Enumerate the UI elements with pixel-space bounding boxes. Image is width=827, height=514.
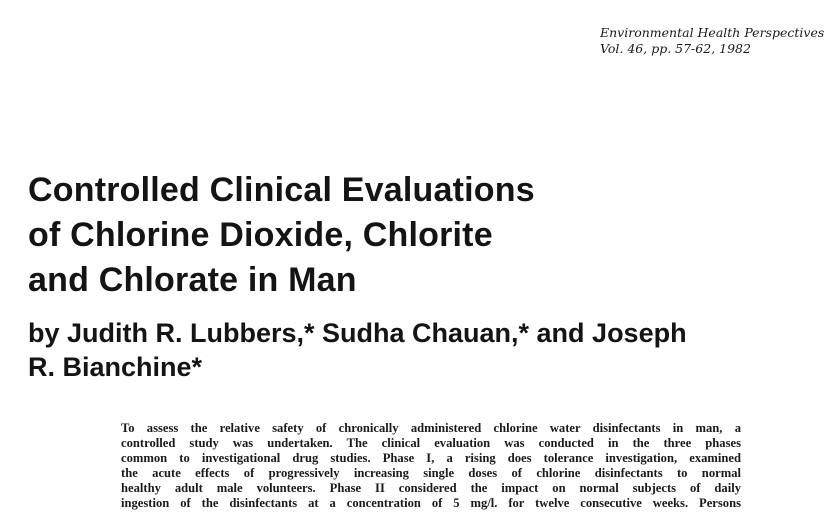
title-line: of Chlorine Dioxide, Chlorite [28, 216, 493, 254]
title-line: and Chlorate in Man [28, 261, 357, 299]
author-line: by Judith R. Lubbers,* Sudha Chauan,* and Joseph [28, 318, 687, 348]
article-title [28, 168, 535, 303]
journal-header [600, 25, 824, 57]
abstract-line: the acute effects of progressively increasing single doses of chlorine disinfectants to normal [121, 466, 741, 480]
abstract-line: common to investigational drug studies. Phase I, a rising does tolerance investigation, examined [121, 451, 741, 465]
abstract [121, 421, 741, 511]
title-line: Controlled Clinical Evaluations [28, 171, 535, 209]
journal-citation: Vol. 46, pp. 57-62, 1982 [600, 41, 751, 56]
author-line: R. Bianchine* [28, 352, 203, 382]
abstract-line: ingestion of the disinfectants at a concentration of 5 mg/l. for twelve consecutive weeks. Persons [121, 496, 741, 510]
journal-name: Environmental Health Perspectives [600, 25, 825, 40]
abstract-line: controlled study was undertaken. The clinical evaluation was conducted in the three phases [121, 436, 741, 450]
author-byline [28, 316, 687, 384]
abstract-line: healthy adult male volunteers. Phase II considered the impact on normal subjects of daily [121, 481, 741, 495]
abstract-line: To assess the relative safety of chronically administered chlorine water disinfectants in man, a [121, 421, 741, 435]
